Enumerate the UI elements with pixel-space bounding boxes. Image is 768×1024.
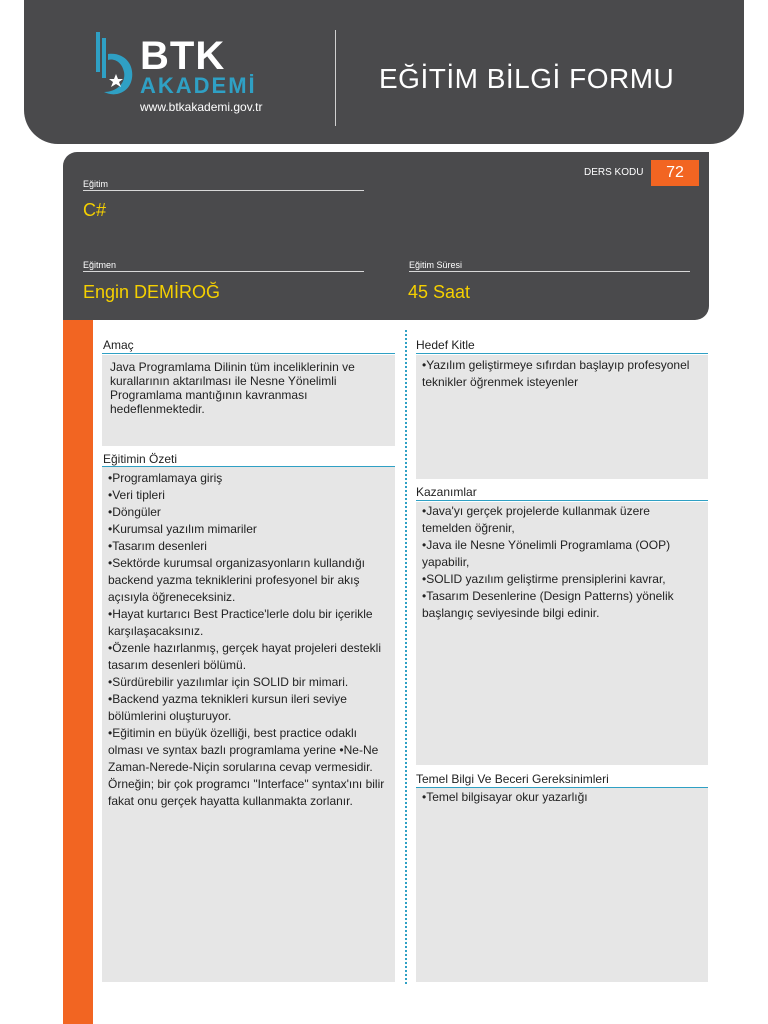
temel-panel <box>416 788 708 982</box>
orange-side-bar <box>63 320 93 1024</box>
btk-akademi-logo <box>94 30 294 120</box>
course-info-panel <box>63 152 709 320</box>
course-underline <box>83 190 364 191</box>
kazanim-list-item: •SOLID yazılım geliştirme prensiplerini kavrar, <box>422 572 666 586</box>
kazanim-title: Kazanımlar <box>416 485 477 499</box>
amac-text: Java Programlama Dilinin tüm inceliklerinin ve kurallarının aktarılması ile Nesne Yönelimli Programlama mantığının kavranması hedeflenmektedir. <box>110 360 355 416</box>
kazanim-list-item: •Java'yı gerçek projelerde kullanmak üzere temelden öğrenir, <box>422 504 650 535</box>
ozet-list-item: •Tasarım desenleri <box>108 539 207 553</box>
kazanim-underline <box>416 500 708 501</box>
hedef-underline <box>416 353 708 354</box>
ozet-list-item: •Hayat kurtarıcı Best Practice'lerle dolu bir içerikle karşılaşacaksınız. <box>108 607 373 638</box>
ozet-list <box>102 467 395 810</box>
kazanim-panel <box>416 502 708 765</box>
ozet-list-item: •Sektörde kurumsal organizasyonların kullandığı backend yazma tekniklerini profesyonel bir akış açısıyla öğreneceksiniz. <box>108 556 366 604</box>
instructor-underline <box>83 271 364 272</box>
kazanim-list-item: •Java ile Nesne Yönelimli Programlama (OOP) yapabilir, <box>422 538 671 569</box>
amac-title: Amaç <box>103 338 134 352</box>
logo-btk-text: BTK <box>140 34 226 78</box>
kazanim-list <box>416 502 708 622</box>
column-separator <box>405 330 407 984</box>
hedef-title: Hedef Kitle <box>416 338 475 352</box>
course-name: C# <box>83 200 107 220</box>
ozet-list-item: •Backend yazma teknikleri kursun ileri seviye bölümlerini oluşturuyor. <box>108 692 347 723</box>
kazanim-list-item: •Tasarım Desenlerine (Design Patterns) yönelik başlangıç seviyesinde bilgi edinir. <box>422 589 674 620</box>
ozet-list-item: •Programlamaya giriş <box>108 471 223 485</box>
ozet-panel <box>102 467 395 982</box>
logo-akademi-text: AKADEMİ <box>140 73 257 98</box>
course-code-label: DERS KODU <box>584 167 644 178</box>
ozet-list-item: •Sürdürebilir yazılımlar için SOLID bir mimari. <box>108 675 349 689</box>
duration-value: 45 Saat <box>408 282 471 302</box>
instructor-label: Eğitmen <box>83 260 117 270</box>
hedef-list <box>416 355 708 391</box>
ozet-title: Eğitimin Özeti <box>103 452 178 466</box>
hedef-list-item: •Yazılım geliştirmeye sıfırdan başlayıp profesyonel teknikler öğrenmek isteyenler <box>422 358 690 389</box>
course-label: Eğitim <box>83 179 109 189</box>
amac-underline <box>102 353 395 354</box>
page-header <box>24 0 744 144</box>
temel-list-item: •Temel bilgisayar okur yazarlığı <box>422 790 588 804</box>
course-code-badge: 72 <box>651 160 699 186</box>
amac-panel <box>102 355 395 446</box>
instructor-name: Engin DEMİROĞ <box>83 282 221 302</box>
ozet-list-item: •Eğitimin en büyük özelliği, best practice odaklı olması ve syntax bazlı programlama yerine •Ne-Ne Zaman-Nerede-Niçin sorularına cevap vermesidir. Örneğin; bir çok programcı "Interface" syntax'ını bilir fakat onu gerçek hayatta kullanmakta zorlanır. <box>108 726 385 808</box>
duration-label: Eğitim Süresi <box>409 260 463 270</box>
ozet-list-item: •Özenle hazırlanmış, gerçek hayat projeleri destekli tasarım desenleri bölümü. <box>108 641 381 672</box>
ozet-list-item: •Döngüler <box>108 505 161 519</box>
header-divider <box>335 30 336 126</box>
temel-list <box>416 788 708 806</box>
btk-logo-mark-icon <box>94 30 136 100</box>
temel-title: Temel Bilgi Ve Beceri Gereksinimleri <box>416 772 609 786</box>
website-url: www.btkakademi.gov.tr <box>140 100 263 114</box>
duration-underline <box>409 271 690 272</box>
ozet-list-item: •Kurumsal yazılım mimariler <box>108 522 257 536</box>
hedef-panel <box>416 355 708 479</box>
ozet-list-item: •Veri tipleri <box>108 488 165 502</box>
page-title: EĞİTİM BİLGİ FORMU <box>379 63 675 94</box>
